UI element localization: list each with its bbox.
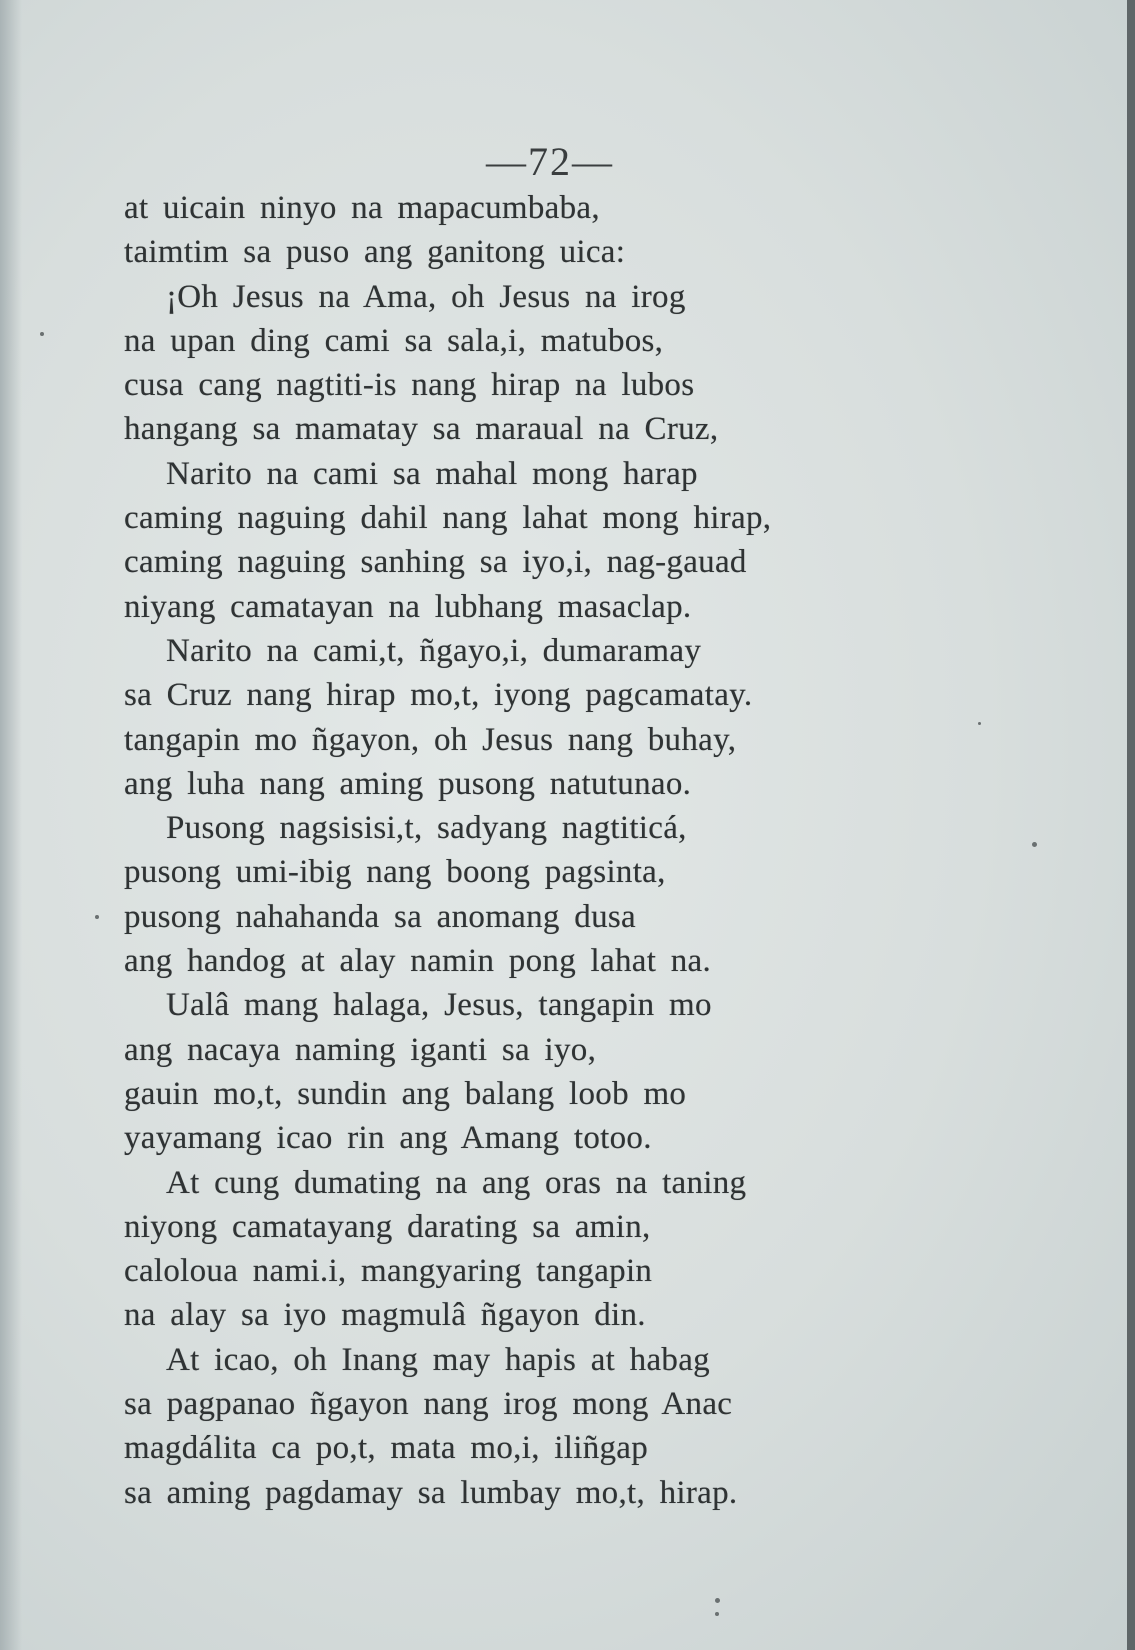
text-line: caloloua nami.i, mangyaring tangapin <box>124 1253 653 1290</box>
print-speck <box>1032 842 1037 847</box>
text-line: gauin mo,t, sundin ang balang loob mo <box>124 1075 687 1112</box>
text-line: ang nacaya naming iganti sa iyo, <box>124 1031 597 1068</box>
text-line: niyong camatayang darating sa amin, <box>124 1208 651 1245</box>
text-line: caming naguing dahil nang lahat mong hirap, <box>124 500 772 537</box>
text-line: niyang camatayan na lubhang masaclap. <box>124 588 692 625</box>
print-speck <box>978 722 981 725</box>
text-line: magdálita ca po,t, mata mo,i, iliñgap <box>124 1430 649 1467</box>
text-line: ang luha nang aming pusong natutunao. <box>124 765 692 802</box>
text-line: caming naguing sanhing sa iyo,i, nag-gauad <box>124 544 747 581</box>
page-edge <box>1127 0 1135 1650</box>
text-line: at uicain ninyo na mapacumbaba, <box>124 190 600 226</box>
page-number: —72— <box>486 139 614 184</box>
text-line: ¡Oh Jesus na Ama, oh Jesus na irog <box>166 278 686 315</box>
page-gutter-shadow <box>0 0 22 1650</box>
print-speck <box>715 1612 719 1616</box>
text-line: na upan ding cami sa sala,i, matubos, <box>124 322 664 359</box>
text-line: At icao, oh Inang may hapis at habag <box>166 1341 710 1378</box>
print-speck <box>715 1598 720 1603</box>
print-speck <box>40 332 44 336</box>
text-line: pusong umi-ibig nang boong pagsinta, <box>124 854 666 891</box>
text-line: sa Cruz nang hirap mo,t, iyong pagcamatay. <box>124 677 753 714</box>
text-line: cusa cang nagtiti-is nang hirap na lubos <box>124 367 695 404</box>
text-line: ang handog at alay namin pong lahat na. <box>124 943 712 980</box>
poem-text <box>124 186 924 1515</box>
text-line: na alay sa iyo magmulâ ñgayon din. <box>124 1297 646 1334</box>
text-line: At cung dumating na ang oras na taning <box>166 1164 747 1201</box>
text-line: Pusong nagsisisi,t, sadyang nagtiticá, <box>166 810 687 847</box>
text-line: Narito na cami,t, ñgayo,i, dumaramay <box>166 632 702 669</box>
text-line: taimtim sa puso ang ganitong uica: <box>124 234 626 271</box>
text-line: sa aming pagdamay sa lumbay mo,t, hirap. <box>124 1474 738 1511</box>
text-line: yayamang icao rin ang Amang totoo. <box>124 1120 652 1157</box>
text-line: Narito na cami sa mahal mong harap <box>166 455 698 492</box>
text-line: hangang sa mamatay sa maraual na Cruz, <box>124 411 719 448</box>
print-speck <box>95 915 99 919</box>
text-line: Ualâ mang halaga, Jesus, tangapin mo <box>166 987 712 1024</box>
text-line: sa pagpanao ñgayon nang irog mong Anac <box>124 1386 733 1423</box>
text-line: tangapin mo ñgayon, oh Jesus nang buhay, <box>124 721 737 758</box>
text-line: pusong nahahanda sa anomang dusa <box>124 898 636 935</box>
